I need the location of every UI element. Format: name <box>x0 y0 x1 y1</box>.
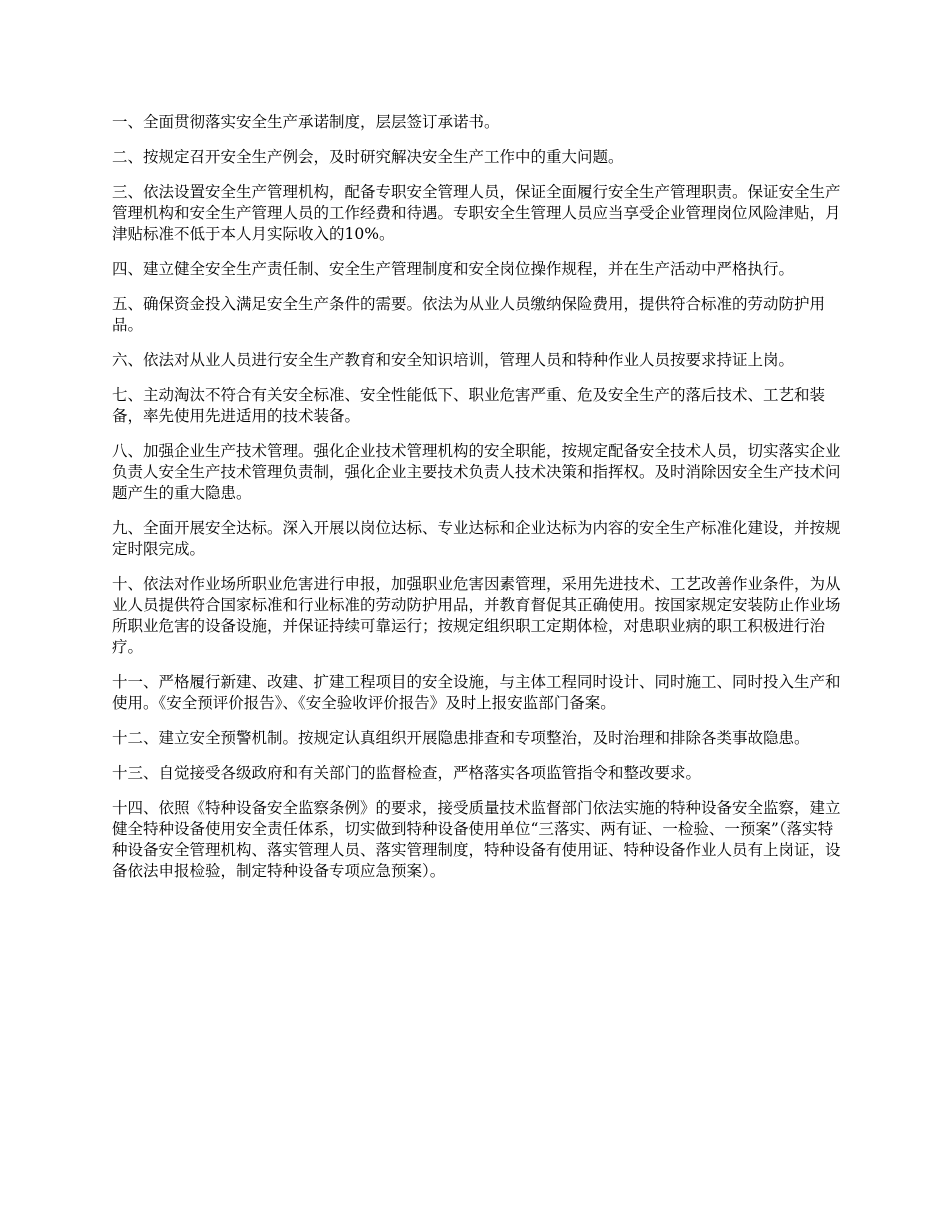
paragraph-5: 五、确保资金投入满足安全生产条件的需要。依法为从业人员缴纳保险费用，提供符合标准的劳动防护用品。 <box>112 295 826 334</box>
paragraph-1: 一、全面贯彻落实安全生产承诺制度，层层签订承诺书。 <box>112 113 500 131</box>
paragraph-10: 十、依法对作业场所职业危害进行申报，加强职业危害因素管理，采用先进技术、工艺改善作业条件，为从业人员提供符合国家标准和行业标准的劳动防护用品，并教育督促其正确使用。按国家规定安装防止作业场所职业危害的设备设施，并保证持续可靠运行；按规定组织职工定期体检，对患职业病的职工积极进行治疗。 <box>112 575 841 656</box>
paragraph-9: 九、全面开展安全达标。深入开展以岗位达标、专业达标和企业达标为内容的安全生产标准化建设，并按规定时限完成。 <box>112 519 841 558</box>
paragraph-13: 十三、自觉接受各级政府和有关部门的监督检查，严格落实各项监管指令和整改要求。 <box>112 764 702 782</box>
paragraph-6: 六、依法对从业人员进行安全生产教育和安全知识培训，管理人员和特种作业人员按要求持证上岗。 <box>112 351 795 369</box>
document-body <box>112 112 842 896</box>
paragraph-4: 四、建立健全安全生产责任制、安全生产管理制度和安全岗位操作规程，并在生产活动中严格执行。 <box>112 260 795 278</box>
paragraph-2: 二、按规定召开安全生产例会，及时研究解决安全生产工作中的重大问题。 <box>112 148 624 166</box>
paragraph-7: 七、主动淘汰不符合有关安全标准、安全性能低下、职业危害严重、危及安全生产的落后技术、工艺和装备，率先使用先进适用的技术装备。 <box>112 386 826 425</box>
paragraph-8: 八、加强企业生产技术管理。强化企业技术管理机构的安全职能，按规定配备安全技术人员，切实落实企业负责人安全生产技术管理负责制，强化企业主要技术负责人技术决策和指挥权。及时消除因安全生产技术问题产生的重大隐患。 <box>112 442 841 502</box>
paragraph-11: 十一、严格履行新建、改建、扩建工程项目的安全设施，与主体工程同时设计、同时施工、同时投入生产和使用。《安全预评价报告》、《安全验收评价报告》及时上报安监部门备案。 <box>112 673 841 712</box>
paragraph-3: 三、依法设置安全生产管理机构，配备专职安全管理人员，保证全面履行安全生产管理职责。保证安全生产管理机构和安全生产管理人员的工作经费和待遇。专职安全生管理人员应当享受企业管理岗位风险津贴，月津贴标准不低于本人月实际收入的10%。 <box>112 183 841 243</box>
paragraph-12: 十二、建立安全预警机制。按规定认真组织开展隐患排查和专项整治，及时治理和排除各类事故隐患。 <box>112 729 810 747</box>
paragraph-14: 十四、依照《特种设备安全监察条例》的要求，接受质量技术监督部门依法实施的特种设备安全监察，建立健全特种设备使用安全责任体系，切实做到特种设备使用单位“三落实、两有证、一检验、一预案”（落实特种设备安全管理机构、落实管理人员、落实管理制度，特种设备有使用证、特种设备作业人员有上岗证，设备依法申报检验，制定特种设备专项应急预案）。 <box>112 799 841 880</box>
